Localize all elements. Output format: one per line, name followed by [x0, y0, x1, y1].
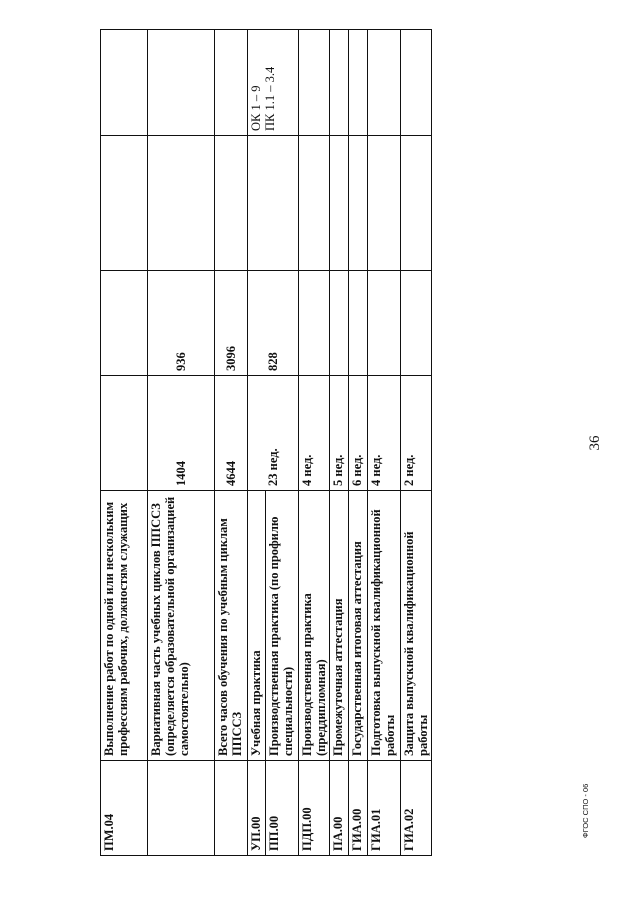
- row-hours-required: 936: [148, 271, 215, 376]
- row-name: Защита выпускной квалификационной работы: [401, 491, 432, 761]
- table-row: [349, 30, 368, 856]
- row-code: ГИА.01: [368, 761, 401, 856]
- row-hours-required: [299, 271, 330, 376]
- row-name: Промежуточная аттестация: [330, 491, 349, 761]
- row-competencies: [215, 30, 248, 136]
- row-competencies: [330, 30, 349, 136]
- row-code: ГИА.00: [349, 761, 368, 856]
- row-hours-required: [401, 271, 432, 376]
- row-col5: [349, 136, 368, 271]
- row-competencies: ОК 1 – 9 ПК 1.1 – 3.4: [248, 30, 299, 136]
- row-code: [148, 761, 215, 856]
- row-hours-required: 828: [248, 271, 299, 376]
- row-hours-max: 4 нед.: [368, 376, 401, 491]
- row-hours-required: [349, 271, 368, 376]
- rotated-page: [82, 30, 622, 856]
- row-hours-max: 1404: [148, 376, 215, 491]
- row-name: Государственная итоговая аттестация: [349, 491, 368, 761]
- row-hours-required: [101, 271, 148, 376]
- row-hours-required: 3096: [215, 271, 248, 376]
- row-col5: [299, 136, 330, 271]
- table-row: [215, 30, 248, 856]
- row-name: Всего часов обучения по учебным циклам ППССЗ: [215, 491, 248, 761]
- row-hours-required: [330, 271, 349, 376]
- table-row: [368, 30, 401, 856]
- row-hours-max: 6 нед.: [349, 376, 368, 491]
- row-code: ПА.00: [330, 761, 349, 856]
- row-hours-max: 4644: [215, 376, 248, 491]
- row-code: ПП.00: [266, 761, 299, 856]
- row-competencies: [349, 30, 368, 136]
- row-competencies: [368, 30, 401, 136]
- row-name: Производственная практика (преддипломная): [299, 491, 330, 761]
- row-competencies: [101, 30, 148, 136]
- row-name: Подготовка выпускной квалификационной работы: [368, 491, 401, 761]
- table-row: [101, 30, 148, 856]
- row-code: ГИА.02: [401, 761, 432, 856]
- row-col5: [148, 136, 215, 271]
- row-competencies: [299, 30, 330, 136]
- row-hours-max: 4 нед.: [299, 376, 330, 491]
- page-number: 36: [587, 435, 603, 451]
- row-hours-max: 2 нед.: [401, 376, 432, 491]
- row-code: ПДП.00: [299, 761, 330, 856]
- curriculum-table: [100, 29, 432, 856]
- row-col5: [330, 136, 349, 271]
- row-hours-max: [101, 376, 148, 491]
- row-hours-max: 5 нед.: [330, 376, 349, 491]
- row-col5: [101, 136, 148, 271]
- row-code: УП.00: [248, 761, 266, 856]
- table-row: [330, 30, 349, 856]
- row-name: Выполнение работ по одной или нескольким профессиям рабочих, должностям служащих: [101, 491, 148, 761]
- table-row: [299, 30, 330, 856]
- row-code: ПМ.04: [101, 761, 148, 856]
- row-name: Учебная практика: [248, 491, 266, 761]
- table-row: [401, 30, 432, 856]
- row-hours-required: [368, 271, 401, 376]
- row-competencies: [148, 30, 215, 136]
- footer-code: ФГОС СПО - 06: [581, 783, 590, 838]
- row-code: [215, 761, 248, 856]
- row-name: Производственная практика (по профилю специальности): [266, 491, 299, 761]
- row-hours-max: 23 нед.: [248, 376, 299, 491]
- row-competencies: [401, 30, 432, 136]
- row-col5: [401, 136, 432, 271]
- row-col5: [215, 136, 248, 271]
- table-row: [248, 30, 266, 856]
- row-name: Вариативная часть учебных циклов ППССЗ (определяется образовательной организацией самостоятельно): [148, 491, 215, 761]
- row-col5: [368, 136, 401, 271]
- table-row: [148, 30, 215, 856]
- row-col5: [248, 136, 299, 271]
